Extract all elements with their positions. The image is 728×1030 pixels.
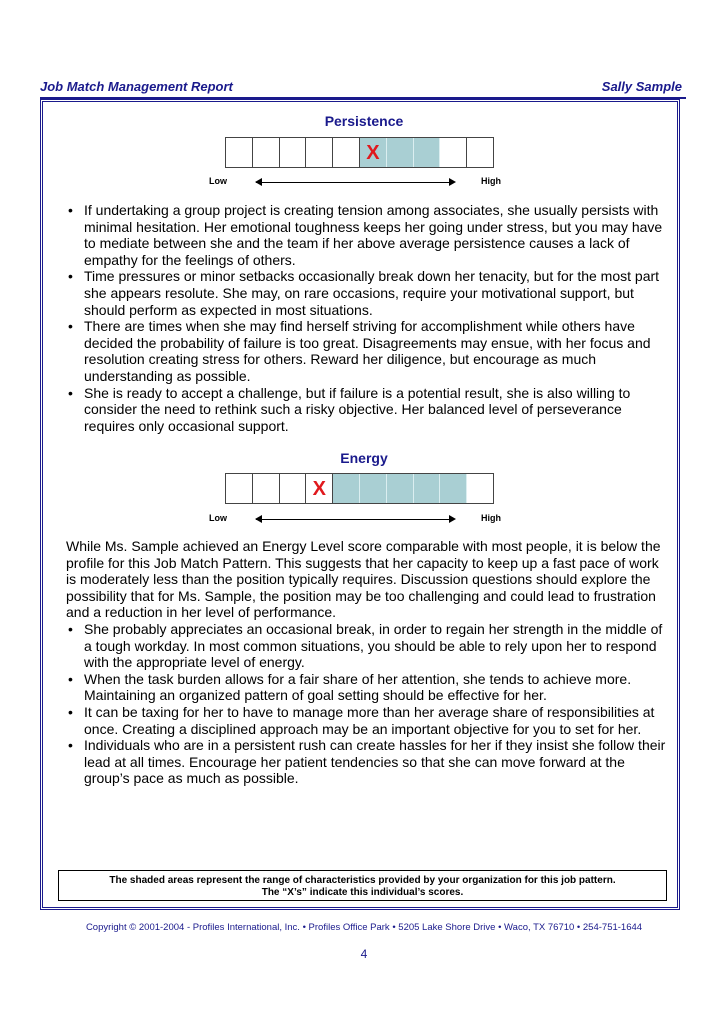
axis-line [256, 182, 454, 183]
scale-cell [253, 474, 280, 503]
bullet-icon: • [68, 737, 73, 754]
list-item: • Time pressures or minor setbacks occasionally break down her tenacity, but for the most part she appears resolute. She may, on rare occasions, require your motivational support, but should perform as expected in most situations. [68, 268, 660, 318]
persistence-text [66, 202, 666, 434]
bullet-icon: • [68, 202, 73, 218]
low-label: Low [209, 513, 227, 523]
energy-title: Energy [340, 450, 388, 466]
low-label: Low [209, 176, 227, 186]
legend-line-1: The shaded areas represent the range of characteristics provided by your organization for this job pattern. [109, 875, 616, 886]
right-arrow-icon [449, 178, 456, 186]
bullet-icon: • [68, 268, 73, 285]
list-item: • There are times when she may find herself striving for accomplishment while others have decided the probability of failure is too great. Disagreements may ensue, with her focus and resolution creating stress for others. Reward her diligence, but encourage as much understanding as possible. [68, 318, 651, 384]
list-item: • It can be taxing for her to have to manage more than her average share of responsibilities at once. Creating a disciplined approach may be an important objective for you to set for her. [68, 703, 655, 737]
scale-cell [360, 138, 387, 167]
scale-cell [253, 138, 280, 167]
energy-axis [0, 513, 728, 527]
legend-note [58, 870, 667, 901]
bullet-icon: • [68, 703, 73, 720]
scale-cell [306, 474, 333, 503]
list-item: • When the task burden allows for a fair share of her attention, she tends to achieve more. Maintaining an organized pattern of goal setting should be effective for her. [68, 670, 632, 704]
list-item: • If undertaking a group project is creating tension among associates, she usually persists with minimal hesitation. Her emotional toughness keeps her going under stress, but you may have to mediate between she and the team if her above average persistence causes a lack of empathy for the feelings of others. [68, 202, 663, 268]
list-item: • Individuals who are in a persistent rush can create hassles for her if they insist she follow their lead at all times. Encourage her patient tendencies so that she can move forward at the group’s pace as much as possible. [68, 737, 666, 787]
scale-cell [280, 474, 307, 503]
score-mark: X [366, 142, 380, 164]
bullet-icon: • [68, 620, 73, 637]
report-title: Job Match Management Report [40, 79, 233, 94]
bullet-icon: • [68, 318, 73, 335]
scale-cell [360, 474, 387, 503]
scale-cell [306, 138, 333, 167]
list-item: • She probably appreciates an occasional break, in order to regain her strength in the middle of a tough workday. In most common situations, you should be able to rely upon her to respond with the appropriate level of energy. [68, 620, 663, 671]
energy-bullets [66, 621, 666, 787]
list-item: • She is ready to accept a challenge, but if failure is a potential result, she is also willing to consider the need to rethink such a risky objective. Her balanced level of perseverance requires only occasional support. [68, 384, 631, 434]
bullet-icon: • [68, 384, 73, 401]
scale-cell [440, 138, 467, 167]
scale-cell [226, 138, 253, 167]
candidate-name: Sally Sample [601, 79, 682, 94]
legend-line-2: The “X’s” indicate this individual’s scores. [261, 887, 464, 898]
scale-cell [467, 474, 493, 503]
right-arrow-icon [449, 515, 456, 523]
persistence-axis [0, 176, 728, 190]
high-label: High [481, 513, 501, 523]
energy-intro: While Ms. Sample achieved an Energy Level score comparable with most people, it is below the profile for this Job Match Pattern. This suggests that her capacity to keep up a fast pace of work is moderately less than the position typically requires. Discussion questions should explore the possibility that for Ms. Sample, the position may be too challenging and could lead to frustration and a reduction in her level of performance. [66, 538, 661, 621]
axis-line [256, 519, 454, 520]
persistence-title: Persistence [324, 113, 404, 129]
scale-cell [226, 474, 253, 503]
scale-cell [333, 474, 360, 503]
scale-cell [280, 138, 307, 167]
scale-cell [440, 474, 467, 503]
energy-scale [225, 473, 494, 504]
scale-cell [387, 138, 414, 167]
persistence-bullets [66, 202, 666, 434]
scale-cell [414, 138, 441, 167]
scale-cell [387, 474, 414, 503]
copyright-footer: Copyright © 2001-2004 - Profiles International, Inc. • Profiles Office Park • 5205 Lake Shore Drive • Waco, TX 76710 • 254-751-1644 [85, 922, 643, 933]
bullet-icon: • [68, 670, 73, 687]
scale-cell [333, 138, 360, 167]
page-number: 4 [360, 947, 368, 961]
high-label: High [481, 176, 501, 186]
scale-cell [414, 474, 441, 503]
persistence-scale [225, 137, 494, 168]
energy-text [66, 538, 666, 787]
score-mark: X [312, 478, 326, 500]
scale-cell [467, 138, 493, 167]
